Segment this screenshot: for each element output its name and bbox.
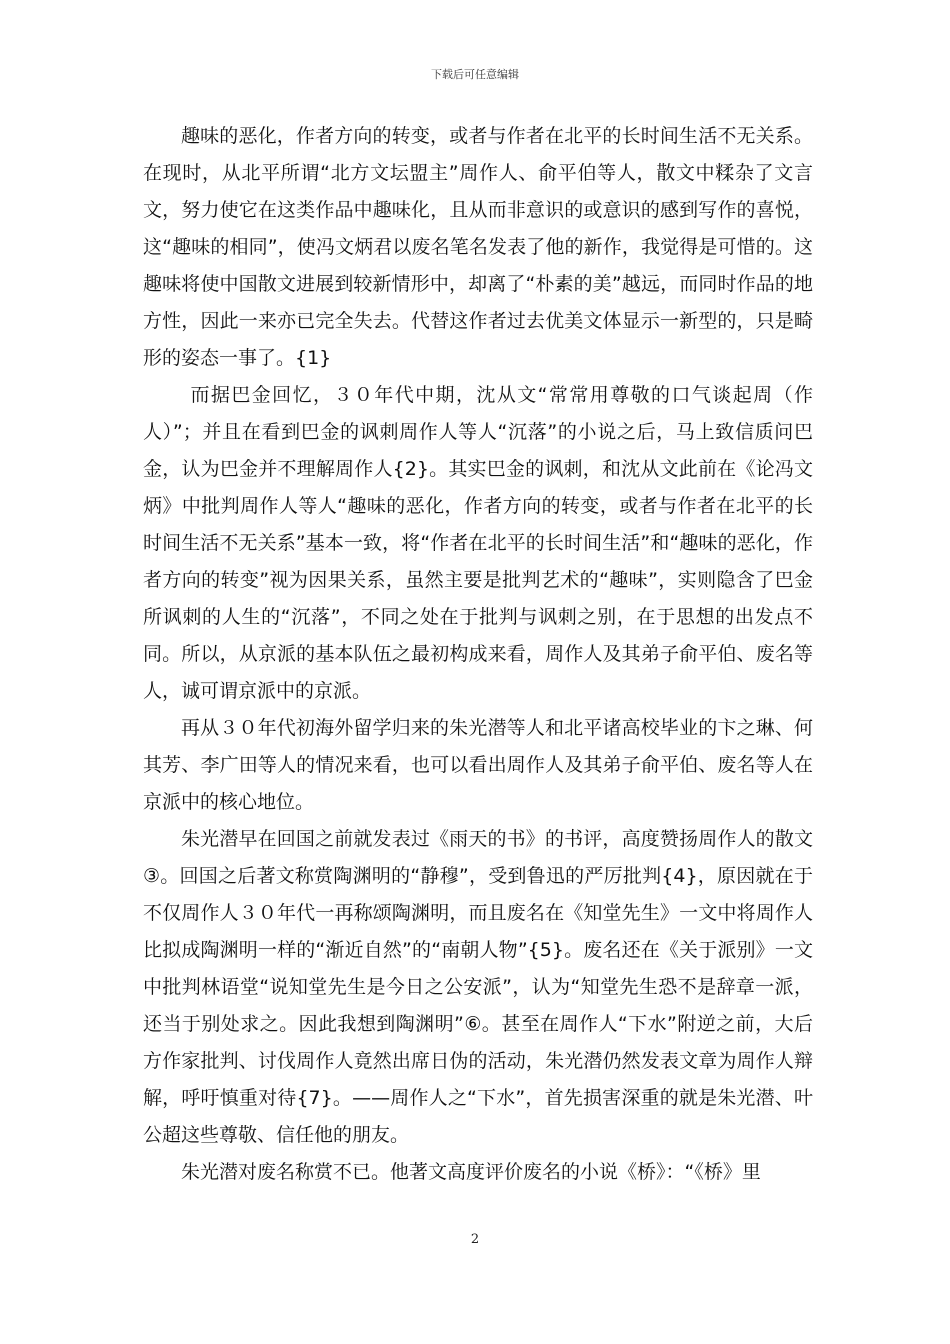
paragraph-4: 朱光潜早在回国之前就发表过《雨天的书》的书评，高度赞扬周作人的散文③。回国之后著文称赏陶渊明的“静穆”，受到鲁迅的严厉批判{4}，原因就在于不仅周作人３０年代一再称颂陶渊明，而且废名在《知堂先生》一文中将周作人比拟成陶渊明一样的“渐近自然”的“南朝人物”{5}。废名还在《关于派别》一文中批判林语堂“说知堂先生是今日之公安派”，认为“知堂先生恐不是辞章一派，还当于别处求之。因此我想到陶渊明”⑥。甚至在周作人“下水”附逆之前，大后方作家批判、讨伐周作人竟然出席日伪的活动，朱光潜仍然发表文章为周作人辩解，呼吁慎重对待{7}。——周作人之“下水”，首先损害深重的就是朱光潜、叶公超这些尊敬、信任他的朋友。: [143, 828, 813, 1146]
paragraph-2: 而据巴金回忆，３０年代中期，沈从文“常常用尊敬的口气谈起周（作人）”；并且在看到巴金的讽刺周作人等人“沉落”的小说之后，马上致信质问巴金，认为巴金并不理解周作人{2}。其实巴金的讽刺，和沈从文此前在《论冯文炳》中批判周作人等人“趣味的恶化，作者方向的转变，或者与作者在北平的长时间生活不无关系”基本一致，将“作者在北平的长时间生活”和“趣味的恶化，作者方向的转变”视为因果关系，虽然主要是批判艺术的“趣味”，实则隐含了巴金所讽刺的人生的“沉落”，不同之处在于批判与讽刺之别，在于思想的出发点不同。所以，从京派的基本队伍之最初构成来看，周作人及其弟子俞平伯、废名等人，诚可谓京派中的京派。: [143, 384, 813, 702]
page-number: 2: [470, 1232, 480, 1247]
paragraph-5: 朱光潜对废名称赏不已。他著文高度评价废名的小说《桥》：“《桥》里: [181, 1161, 761, 1183]
paragraph-3: 再从３０年代初海外留学归来的朱光潜等人和北平诸高校毕业的卞之琳、何其芳、李广田等人的情况来看，也可以看出周作人及其弟子俞平伯、废名等人在京派中的核心地位。: [143, 717, 813, 813]
paragraph-1: 趣味的恶化，作者方向的转变，或者与作者在北平的长时间生活不无关系。在现时，从北平所谓“北方文坛盟主”周作人、俞平伯等人，散文中糅杂了文言文，努力使它在这类作品中趣味化，且从而非意识的或意识的感到写作的喜悦，这“趣味的相同”，使冯文炳君以废名笔名发表了他的新作，我觉得是可惜的。这趣味将使中国散文进展到较新情形中，却离了“朴素的美”越远，而同时作品的地方性，因此一来亦已完全失去。代替这作者过去优美文体显示一新型的，只是畸形的姿态一事了。{1}: [143, 125, 813, 369]
page-header: 下载后可任意编辑: [431, 68, 519, 81]
body-text: [143, 118, 813, 1191]
